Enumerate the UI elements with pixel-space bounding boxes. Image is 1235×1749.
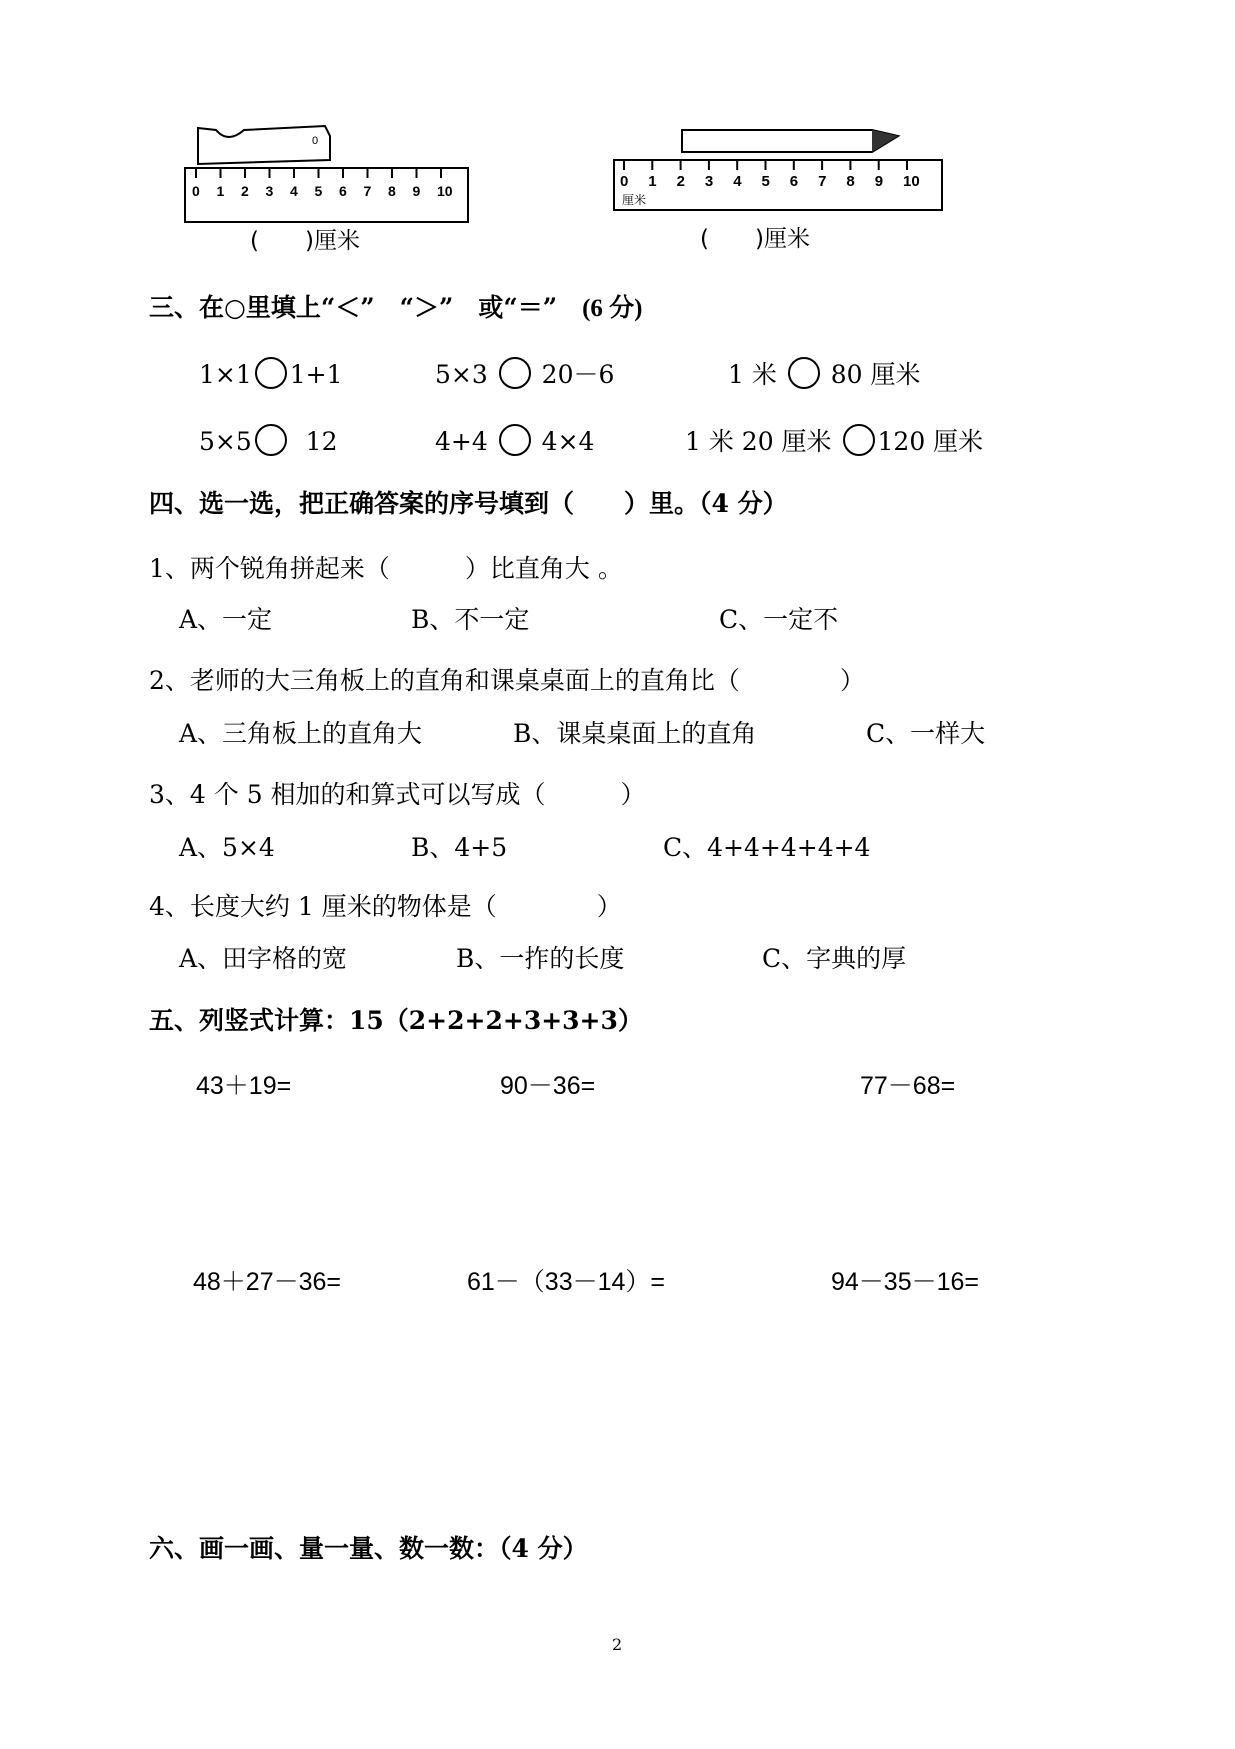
compare-item — [199, 357, 343, 390]
eraser-icon — [198, 126, 330, 164]
compare-left: 5×3 — [435, 360, 496, 389]
ruler-tick-label: 3 — [704, 173, 714, 190]
ruler-tick-label: 6 — [339, 183, 347, 199]
option-a: A、三角板上的直角大 — [179, 719, 423, 748]
answer-circle[interactable] — [843, 424, 875, 456]
compare-right: 1+1 — [289, 360, 343, 389]
compare-item — [728, 357, 921, 390]
ruler-body — [185, 168, 468, 222]
compare-right: 20－6 — [533, 360, 615, 389]
answer-circle[interactable] — [788, 357, 820, 389]
question-4: 4、长度大约 1 厘米的物体是（ ） — [149, 892, 622, 921]
ruler-tick-label: 2 — [676, 173, 685, 190]
option-a: A、5×4 — [179, 833, 275, 862]
compare-left: 1 米 20 厘米 — [685, 427, 840, 456]
compare-right: 4×4 — [533, 427, 595, 456]
compare-left: 4+4 — [435, 427, 496, 456]
ruler-tick-label: 1 — [648, 173, 657, 190]
option-b: B、课桌桌面上的直角 — [513, 719, 757, 748]
ruler-unit-label: 厘米 — [622, 193, 647, 207]
ruler-pencil-figure — [610, 118, 950, 228]
ruler-tick-label: 10 — [903, 173, 920, 190]
section3-title-text: 三、在○里填上“＜” “＞” 或“＝” — [149, 293, 583, 322]
ruler-eraser-figure — [180, 118, 480, 228]
compare-right: 80 厘米 — [822, 360, 921, 389]
calc-problem: 77－68= — [860, 1072, 956, 1100]
compare-item — [435, 357, 614, 390]
ruler-tick-label: 0 — [192, 183, 200, 199]
option-a: A、田字格的宽 — [179, 944, 348, 973]
compare-left: 5×5 — [199, 427, 252, 456]
ruler-tick-label: 9 — [412, 183, 421, 199]
question-1: 1、两个锐角拼起来（ ）比直角大 。 — [149, 554, 623, 583]
section4-title: 四、选一选，把正确答案的序号填到（ ）里。（4 分） — [149, 489, 788, 518]
option-c: C、一样大 — [866, 719, 986, 748]
ruler-tick-label: 7 — [363, 183, 372, 199]
calc-problem: 94－35－16= — [831, 1268, 980, 1296]
section6-title: 六、画一画、量一量、数一数：（4 分） — [149, 1534, 588, 1563]
question-3: 3、4 个 5 相加的和算式可以写成（ ） — [149, 780, 646, 809]
option-c: C、字典的厚 — [762, 944, 907, 973]
option-b: B、不一定 — [411, 605, 530, 634]
ruler-tick-label: 5 — [761, 173, 770, 190]
ruler-tick-label: 8 — [388, 183, 396, 199]
section3-score: (6 分) — [582, 295, 643, 322]
calc-problem: 48＋27－36= — [193, 1268, 342, 1296]
compare-item — [685, 424, 983, 457]
ruler-tick-label: 4 — [733, 173, 742, 190]
pencil-tip — [872, 130, 898, 152]
option-c: C、一定不 — [719, 605, 839, 634]
ruler-body — [614, 160, 942, 210]
ruler-tick-label: 0 — [620, 173, 629, 190]
question-2: 2、老师的大三角板上的直角和课桌桌面上的直角比（ ） — [149, 666, 865, 695]
ruler-tick-label: 3 — [265, 183, 274, 199]
calc-problem: 90－36= — [500, 1072, 596, 1100]
option-b: B、4+5 — [411, 833, 508, 862]
ruler-tick-label: 10 — [437, 183, 453, 199]
eraser-mark: 0 — [312, 135, 319, 147]
ruler-tick-label: 6 — [789, 173, 799, 190]
ruler2-answer: ( )厘米 — [700, 226, 810, 252]
compare-right: 12 — [289, 427, 338, 456]
ruler-tick-label: 1 — [216, 183, 225, 199]
compare-item — [435, 424, 594, 457]
calc-problem: 43＋19= — [196, 1072, 292, 1100]
option-c: C、4+4+4+4+4 — [663, 833, 871, 862]
ruler-tick-label: 4 — [290, 183, 298, 199]
section5-title: 五、列竖式计算：15（2+2+2+3+3+3） — [149, 1006, 643, 1035]
ruler-tick-label: 8 — [846, 173, 855, 190]
answer-circle[interactable] — [255, 424, 287, 456]
option-b: B、一拃的长度 — [456, 944, 625, 973]
compare-left: 1 米 — [728, 360, 785, 389]
compare-item — [199, 424, 337, 457]
answer-circle[interactable] — [499, 424, 531, 456]
calc-problem: 61－（33－14）= — [467, 1268, 666, 1296]
ruler-tick-label: 5 — [314, 183, 323, 199]
answer-circle[interactable] — [255, 357, 287, 389]
ruler-tick-label: 9 — [874, 173, 884, 190]
option-a: A、一定 — [179, 605, 273, 634]
answer-circle[interactable] — [499, 357, 531, 389]
compare-right: 120 厘米 — [877, 427, 984, 456]
ruler1-answer: ( )厘米 — [250, 228, 360, 254]
pencil-icon — [682, 130, 898, 152]
compare-left: 1×1 — [199, 360, 252, 389]
section3-title — [149, 293, 643, 324]
ruler-tick-label: 2 — [241, 183, 249, 199]
ruler-tick-label: 7 — [818, 173, 827, 190]
page-number: 2 — [612, 1635, 623, 1654]
